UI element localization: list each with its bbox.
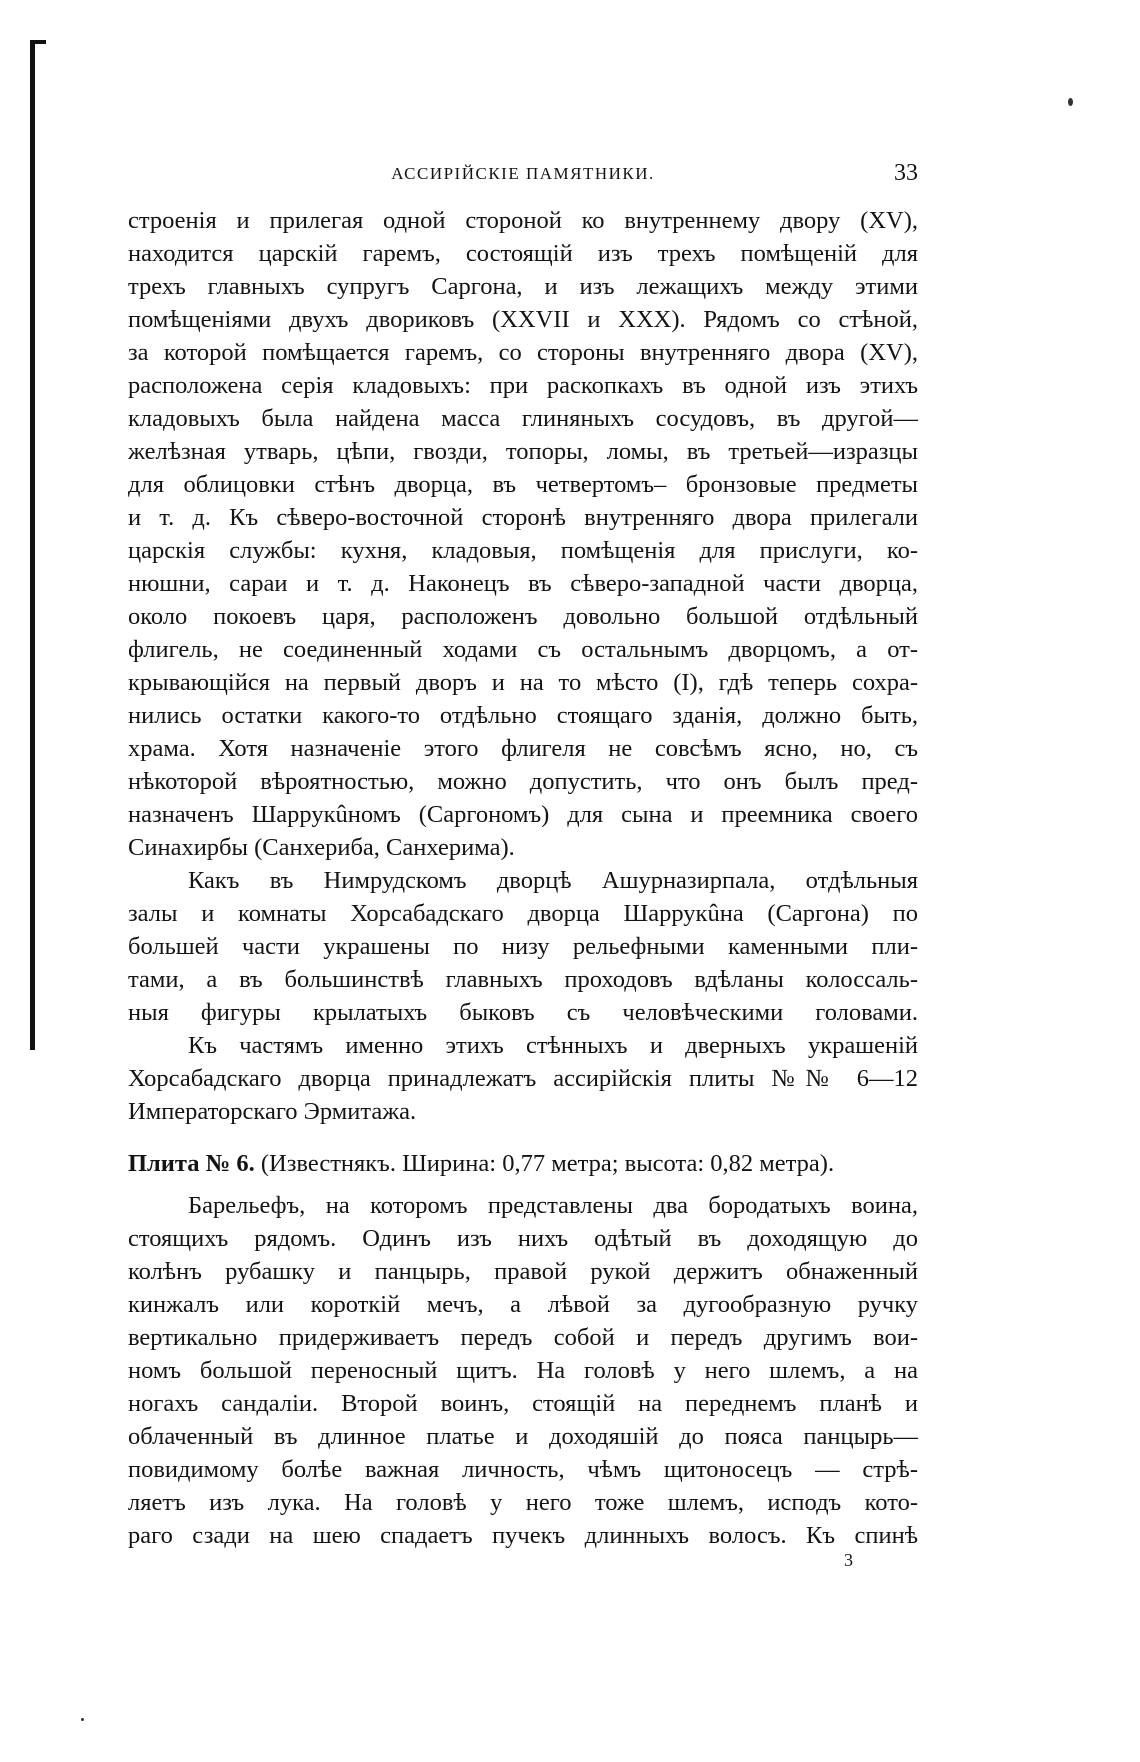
text-line: ногахъ сандаліи. Второй воинъ, стоящій на переднемъ планѣ и [128, 1390, 918, 1417]
text-line: за которой помѣщается гаремъ, со стороны внутренняго двора (XV), [128, 339, 918, 366]
text-line: вертикально придерживаетъ передъ собой и передъ другимъ вои- [128, 1324, 918, 1351]
binding-edge [30, 40, 35, 1050]
paragraph-palace-layout [128, 204, 918, 864]
page-header [128, 160, 918, 190]
book-page [128, 160, 918, 1552]
text-line: Какъ въ Нимрудскомъ дворцѣ Ашурназирпала, отдѣльныя [188, 867, 918, 894]
text-line: для облицовки стѣнъ дворца, въ четвертомъ– бронзовые предметы [128, 471, 918, 498]
text-line: большей части украшены по низу рельефными каменными пли- [128, 933, 918, 960]
text-line: Хорсабадскаго дворца принадлежатъ ассирійскія плиты №№ 6—12 [128, 1065, 918, 1092]
text-line: помѣщеніями двухъ двориковъ (XXVII и XXX). Рядомъ со стѣной, [128, 306, 918, 333]
plate-label: Плита № 6. [128, 1150, 255, 1177]
page-number: 33 [894, 160, 918, 186]
text-line: назначенъ Шаррукûномъ (Саргономъ) для сына и преемника своего [128, 801, 918, 828]
text-line: раго сзади на шею спадаетъ пучекъ длинныхъ волосъ. Къ спинѣ [128, 1522, 918, 1549]
text-line: флигель, не соединенный ходами съ остальнымъ дворцомъ, а от- [128, 636, 918, 663]
text-line: трехъ главныхъ супругъ Саргона, и изъ лежащихъ между этими [128, 273, 918, 300]
plate-details: (Известнякъ. Ширина: 0,77 метра; высота: 0,82 метра). [260, 1150, 835, 1177]
text-line: Императорскаго Эрмитажа. [128, 1098, 417, 1125]
text-line: колѣнъ рубашку и панцырь, правой рукой держитъ обнаженный [128, 1258, 918, 1285]
text-line: нѣкоторой вѣроятностью, можно допустить, что онъ былъ пред- [128, 768, 918, 795]
scan-speck [1068, 98, 1073, 106]
text-line: ляетъ изъ лука. На головѣ у него тоже шлемъ, исподъ кото- [128, 1489, 918, 1516]
scan-speck [81, 1718, 84, 1721]
text-line: залы и комнаты Хорсабадскаго дворца Шаррукûна (Саргона) по [128, 900, 918, 927]
text-line: ныя фигуры крылатыхъ быковъ съ человѣческими головами. [128, 999, 918, 1026]
text-line: тами, а въ большинствѣ главныхъ проходовъ вдѣланы колоссаль- [128, 966, 918, 993]
text-line: кладовыхъ была найдена масса глиняныхъ сосудовъ, въ другой— [128, 405, 918, 432]
running-title: АССИРІЙСКІЕ ПАМЯТНИКИ. [391, 164, 655, 183]
paragraph-bas-relief [128, 1189, 918, 1552]
signature-mark: 3 [844, 1550, 853, 1570]
text-line: стоящихъ рядомъ. Одинъ изъ нихъ одѣтый въ доходящую до [128, 1225, 918, 1252]
text-line: Синахирбы (Санхериба, Санхерима). [128, 834, 515, 861]
text-line: около покоевъ царя, расположенъ довольно большой отдѣльный [128, 603, 918, 630]
text-line: кинжалъ или короткій мечъ, а лѣвой за дугообразную ручку [128, 1291, 918, 1318]
text-line: Къ частямъ именно этихъ стѣнныхъ и дверныхъ украшеній [188, 1032, 918, 1059]
binding-edge-corner [30, 40, 46, 44]
text-line: и т. д. Къ сѣверо-восточной сторонѣ внутренняго двора прилегали [128, 504, 918, 531]
plate-heading [128, 1147, 918, 1180]
text-line: облаченный въ длинное платье и доходяшій до пояса панцырь— [128, 1423, 918, 1450]
paragraph-reliefs [128, 864, 918, 1029]
text-line: номъ большой переносный щитъ. На головѣ у него шлемъ, а на [128, 1357, 918, 1384]
text-line: желѣзная утварь, цѣпи, гвозди, топоры, ломы, въ третьей—изразцы [128, 438, 918, 465]
text-line: нились остатки какого-то отдѣльно стоящаго зданія, должно быть, [128, 702, 918, 729]
text-line: находится царскій гаремъ, состоящій изъ трехъ помѣщеній для [128, 240, 918, 267]
text-line: храма. Хотя назначеніе этого флигеля не совсѣмъ ясно, но, съ [128, 735, 918, 762]
text-line: Барельефъ, на которомъ представлены два бородатыхъ воина, [188, 1192, 918, 1219]
text-line: строенія и прилегая одной стороной ко внутреннему двору (XV), [128, 207, 918, 234]
text-line: расположена серія кладовыхъ: при раскопкахъ въ одной изъ этихъ [128, 372, 918, 399]
text-line: повидимому болѣе важная личность, чѣмъ щитоносецъ — стрѣ- [128, 1456, 918, 1483]
paragraph-hermitage-plates [128, 1029, 918, 1128]
text-line: нюшни, сараи и т. д. Наконецъ въ сѣверо-западной части дворца, [128, 570, 918, 597]
text-line: царскія службы: кухня, кладовыя, помѣщенія для прислуги, ко- [128, 537, 918, 564]
text-line: крывающійся на первый дворъ и на то мѣсто (I), гдѣ теперь сохра- [128, 669, 918, 696]
